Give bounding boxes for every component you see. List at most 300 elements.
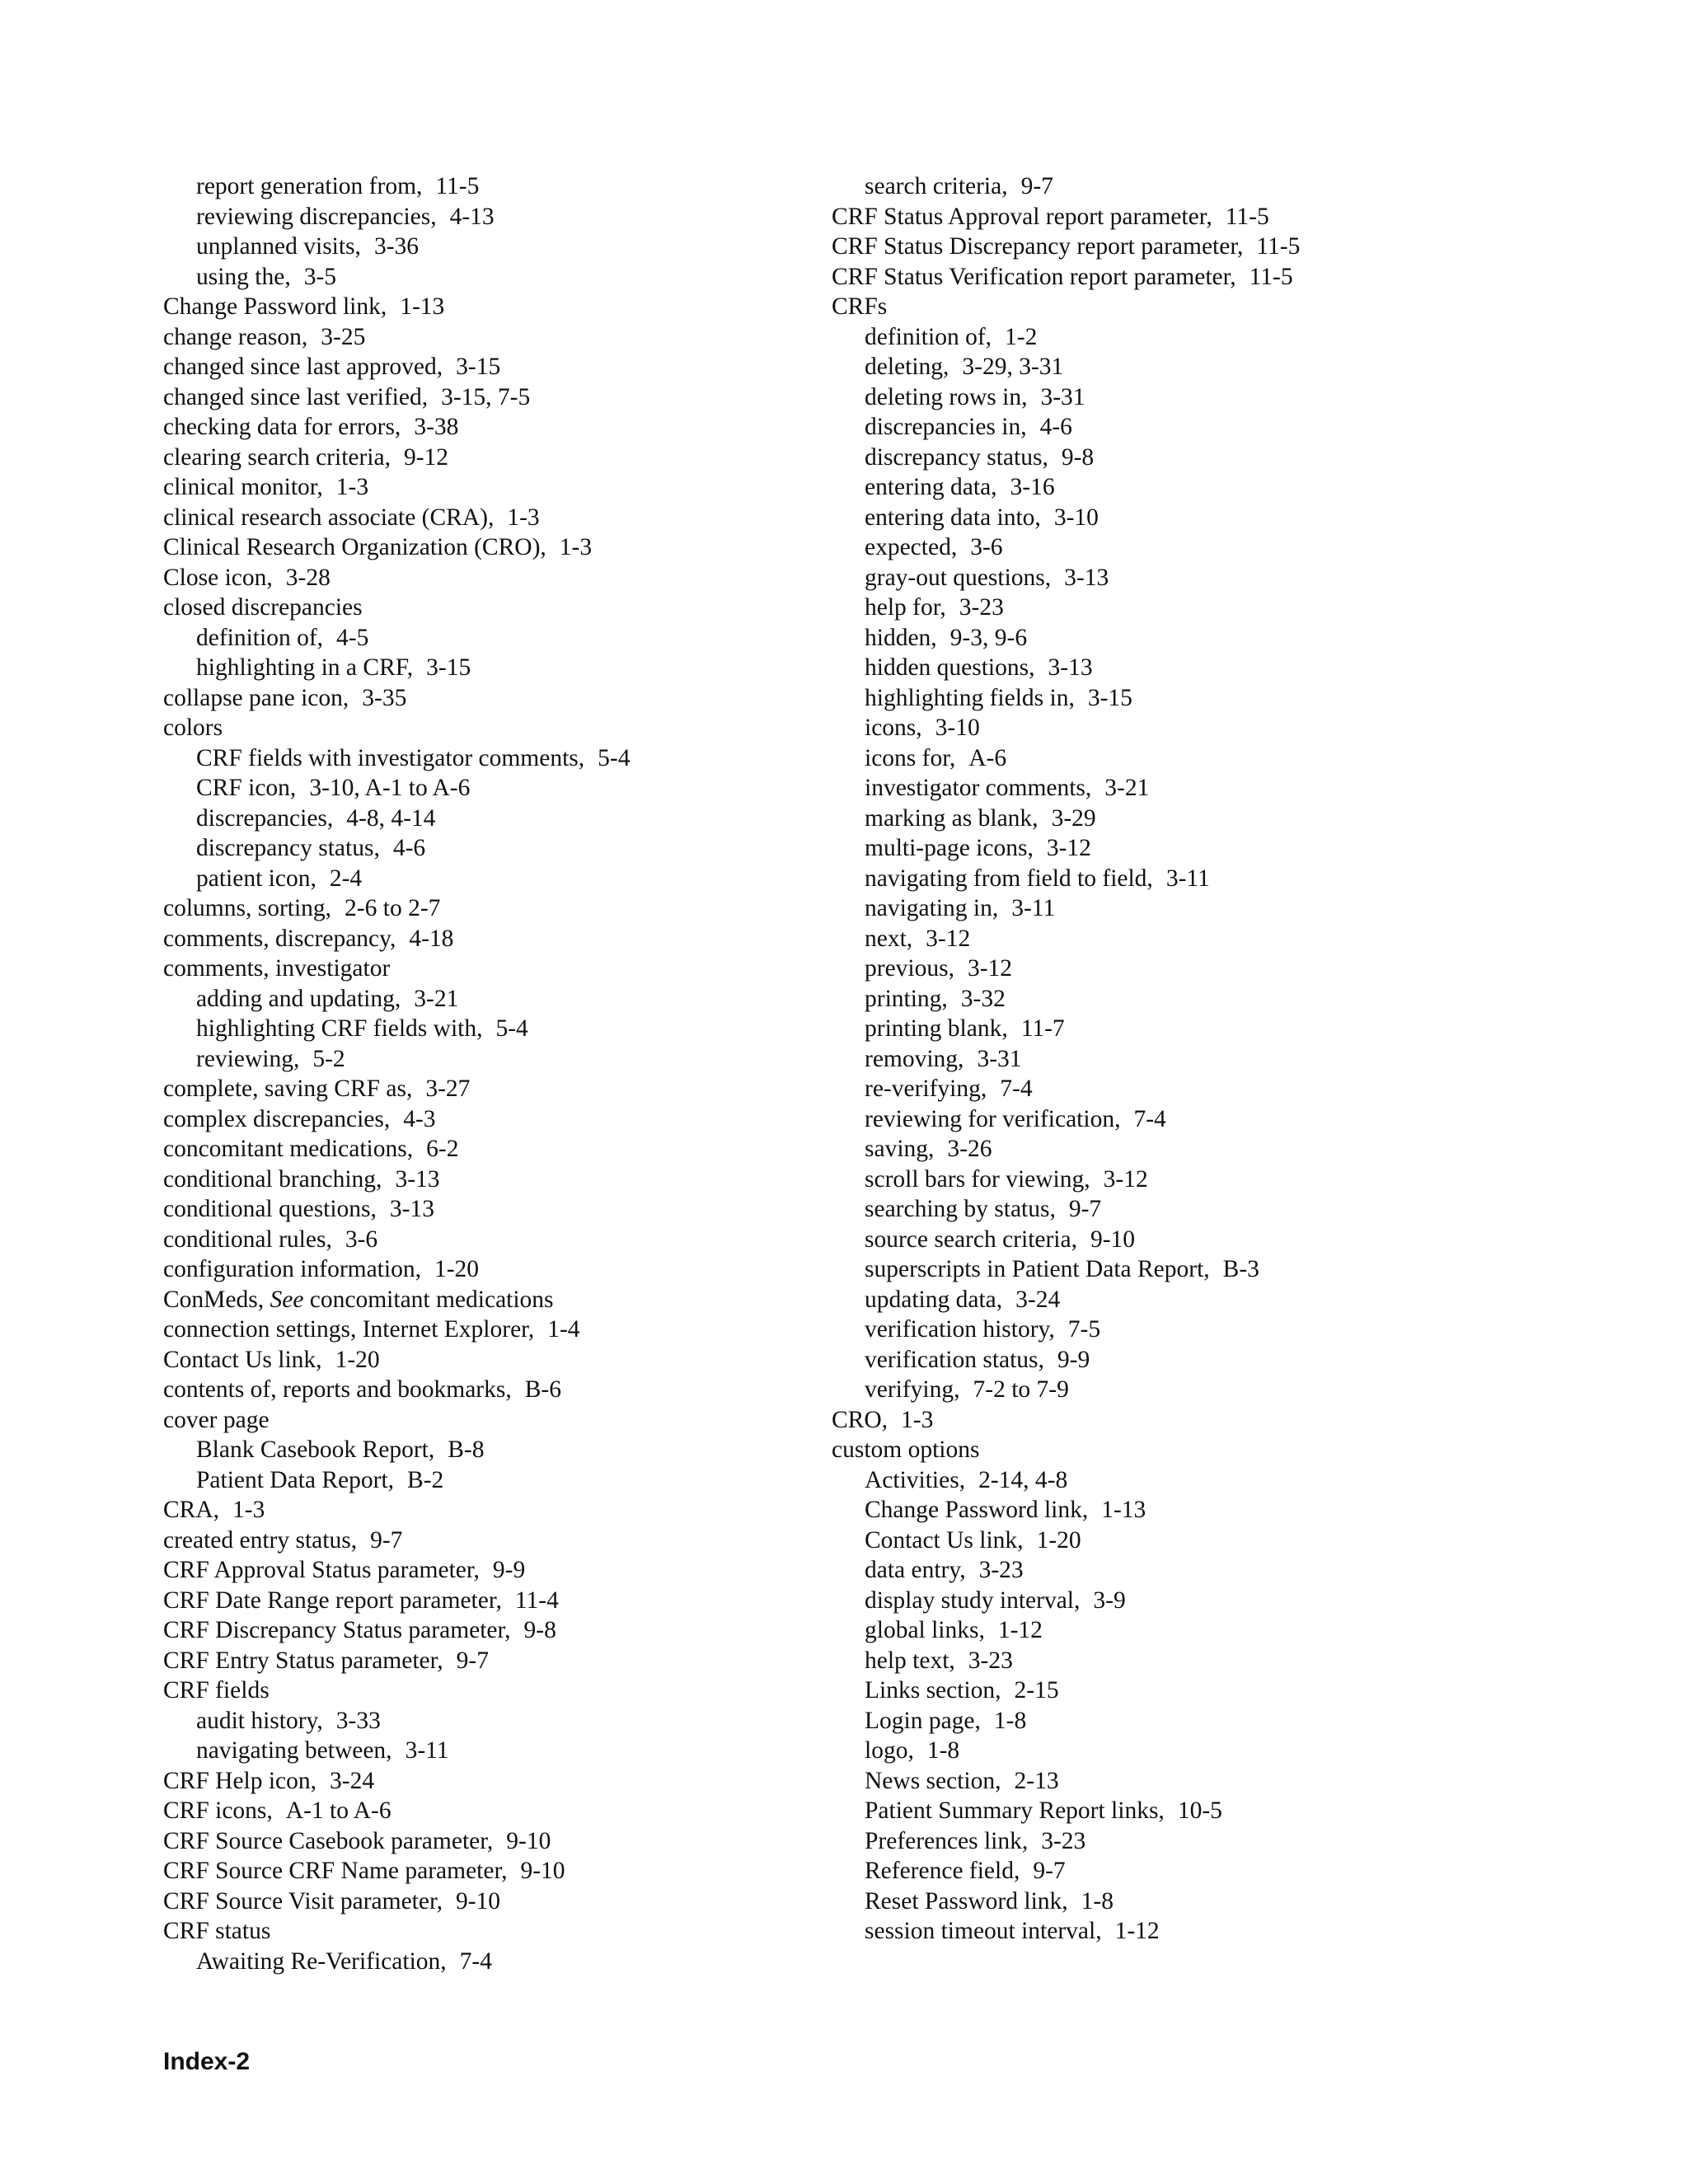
index-subentry (832, 322, 1540, 353)
index-subentry (832, 1285, 1540, 1315)
page-reference: 1-12 (1114, 1918, 1160, 1944)
index-entry (832, 1405, 1540, 1436)
index-term: definition of, (196, 624, 324, 651)
page-reference: 3-23 (959, 594, 1004, 621)
page-reference: 5-4 (495, 1015, 528, 1042)
index-subentry (832, 1856, 1540, 1886)
page-reference: 3-29 (1051, 804, 1096, 832)
index-term: complete, saving CRF as, (163, 1076, 413, 1102)
index-term: Links section, (865, 1677, 1001, 1704)
index-entry (163, 352, 872, 382)
page-reference: 6-2 (426, 1136, 459, 1162)
index-term: columns, sorting, (163, 895, 332, 921)
page-reference: 4-13 (449, 203, 495, 230)
index-term: change reason, (163, 323, 308, 350)
index-term: Blank Casebook Report, (196, 1436, 435, 1463)
index-term: CRF Entry Status parameter, (163, 1647, 443, 1674)
page-reference: 1-3 (232, 1497, 265, 1523)
index-subentry (163, 1736, 872, 1766)
page-number: Index-2 (163, 2048, 251, 2075)
index-term: CRF Status Verification report parameter, (832, 263, 1236, 290)
page-reference: 3-29, 3-31 (962, 354, 1064, 380)
index-term: navigating between, (196, 1737, 392, 1764)
index-entry (163, 1856, 872, 1886)
index-subentry (832, 743, 1540, 774)
index-term: unplanned visits, (196, 233, 361, 260)
index-entry (832, 232, 1540, 262)
page-reference: 2-15 (1014, 1677, 1059, 1704)
page-reference: 5-2 (312, 1045, 345, 1072)
index-subentry (832, 683, 1540, 714)
index-subentry (832, 1586, 1540, 1616)
page-reference: 4-6 (392, 835, 426, 861)
index-term: updating data, (865, 1286, 1003, 1313)
index-entry (832, 202, 1540, 232)
index-subentry (163, 202, 872, 232)
index-term: CRF Status Discrepancy report parameter, (832, 233, 1244, 260)
index-entry (163, 1315, 872, 1345)
index-term: News section, (865, 1767, 1001, 1794)
page-reference: 9-10 (520, 1858, 565, 1884)
index-subentry (832, 804, 1540, 834)
index-entry (163, 1766, 872, 1797)
index-subentry (832, 472, 1540, 503)
index-subentry (832, 1826, 1540, 1857)
page-reference: 3-13 (1048, 654, 1093, 681)
page-reference: 3-36 (373, 233, 420, 260)
index-term: Patient Summary Report links, (865, 1797, 1165, 1824)
page-reference: 3-23 (1041, 1827, 1086, 1854)
page-reference: 1-20 (1036, 1526, 1081, 1554)
index-subentry (832, 1194, 1540, 1225)
index-entry (163, 1104, 872, 1135)
index-subentry (163, 1435, 872, 1465)
page-reference: 3-6 (970, 534, 1003, 560)
index-term: saving, (865, 1136, 935, 1162)
index-subentry (832, 1345, 1540, 1376)
page-reference: 3-31 (977, 1045, 1022, 1072)
index-column-right (832, 171, 1540, 1947)
index-term: CRF icon, (196, 775, 297, 801)
page-reference: 1-8 (993, 1707, 1027, 1734)
index-term: discrepancy status, (196, 835, 380, 861)
index-term: logo, (865, 1737, 914, 1764)
page-reference: 3-5 (303, 263, 337, 290)
page-reference: 3-9 (1093, 1586, 1126, 1614)
page-reference: 5-4 (598, 744, 631, 771)
index-term: custom options (832, 1436, 980, 1463)
index-entry (163, 1165, 872, 1195)
page-reference: 9-8 (523, 1617, 556, 1643)
index-entry (163, 1646, 872, 1676)
page-reference: 4-6 (1039, 414, 1072, 440)
page-reference: 3-15 (456, 354, 501, 380)
index-term: conditional questions, (163, 1196, 377, 1222)
index-term: report generation from, (196, 173, 423, 199)
page-reference: 1-3 (507, 504, 540, 531)
index-term: definition of, (865, 323, 992, 350)
index-term: checking data for errors, (163, 414, 401, 440)
index-term: help text, (865, 1647, 955, 1674)
index-entry (163, 683, 872, 714)
page-reference: 1-8 (926, 1737, 960, 1764)
index-term: complex discrepancies, (163, 1105, 391, 1132)
index-subentry (163, 1465, 872, 1496)
page-reference: 3-23 (978, 1557, 1024, 1583)
index-term: scroll bars for viewing, (865, 1165, 1090, 1193)
index-term: verification status, (865, 1346, 1044, 1373)
index-subentry (832, 1465, 1540, 1496)
index-term: Contact Us link, (865, 1526, 1024, 1554)
index-term: clinical research associate (CRA), (163, 504, 495, 531)
index-entry (163, 1916, 872, 1947)
index-term: CRF Status Approval report parameter, (832, 203, 1212, 230)
page-reference: 3-35 (362, 684, 407, 711)
page-reference: 11-5 (1256, 233, 1301, 260)
page-reference: 3-12 (967, 955, 1013, 982)
index-entry (832, 292, 1540, 322)
see-reference-label: See (270, 1286, 304, 1313)
index-term: marking as blank, (865, 804, 1039, 832)
page-reference: 3-28 (285, 564, 331, 591)
index-term: deleting rows in, (865, 383, 1028, 410)
index-term: collapse pane icon, (163, 684, 349, 711)
index-term: CRA, (163, 1497, 220, 1523)
index-term: using the, (196, 263, 291, 290)
index-term: entering data, (865, 474, 997, 500)
index-term: reviewing for verification, (865, 1105, 1121, 1132)
index-subentry (832, 623, 1540, 654)
index-term: icons, (865, 715, 922, 741)
index-term: Preferences link, (865, 1827, 1029, 1854)
index-subentry (832, 563, 1540, 593)
index-entry (163, 1074, 872, 1104)
index-entry (163, 954, 872, 984)
index-term: discrepancies, (196, 804, 334, 832)
index-term: highlighting in a CRF, (196, 654, 414, 681)
index-entry (163, 924, 872, 954)
page-reference: 9-10 (1090, 1226, 1136, 1253)
index-term: comments, investigator (163, 955, 391, 982)
index-subentry (832, 593, 1540, 623)
page-reference: B-2 (407, 1466, 444, 1493)
index-term: superscripts in Patient Data Report, (865, 1256, 1210, 1282)
index-subentry (163, 1947, 872, 1977)
page-reference: 1-2 (1005, 323, 1038, 350)
page-reference: 3-13 (395, 1165, 440, 1193)
index-term: closed discrepancies (163, 594, 363, 621)
index-term: Close icon, (163, 564, 273, 591)
page-reference: 9-7 (370, 1526, 403, 1554)
index-subentry (832, 1225, 1540, 1255)
index-term: multi-page icons, (865, 835, 1034, 861)
page-reference: 3-16 (1010, 474, 1055, 500)
index-subentry (163, 743, 872, 774)
index-subentry (832, 713, 1540, 743)
index-subentry (832, 382, 1540, 413)
index-subentry (832, 503, 1540, 533)
page-reference: 3-10 (1053, 504, 1099, 531)
index-entry (163, 1375, 872, 1405)
page-reference: 3-32 (960, 985, 1006, 1012)
index-term: created entry status, (163, 1526, 358, 1554)
index-entry (163, 1194, 872, 1225)
index-entry (163, 563, 872, 593)
index-term: configuration information, (163, 1256, 421, 1282)
index-term: CRF Discrepancy Status parameter, (163, 1617, 511, 1643)
index-term: conditional rules, (163, 1226, 332, 1253)
index-entry (163, 893, 872, 924)
index-term: audit history, (196, 1707, 323, 1734)
index-entry (163, 1134, 872, 1165)
index-term: connection settings, Internet Explorer, (163, 1316, 535, 1343)
index-entry (163, 1555, 872, 1586)
index-term: clearing search criteria, (163, 443, 391, 471)
index-term: CRF icons, (163, 1797, 273, 1824)
page-reference: 3-26 (947, 1136, 992, 1162)
page-reference: B-6 (524, 1376, 561, 1403)
index-entry (163, 1345, 872, 1376)
index-term: navigating from field to field, (865, 865, 1153, 892)
index-term: contents of, reports and bookmarks, (163, 1376, 512, 1403)
index-subentry (832, 954, 1540, 984)
index-subentry (832, 171, 1540, 202)
index-entry (163, 1796, 872, 1826)
index-entry (163, 1225, 872, 1255)
index-term: Activities, (865, 1466, 966, 1493)
index-term: deleting, (865, 354, 950, 380)
index-subentry (832, 1916, 1540, 1947)
page-reference: 3-11 (1165, 865, 1210, 892)
index-subentry (832, 984, 1540, 1015)
index-subentry (163, 171, 872, 202)
index-subentry (832, 893, 1540, 924)
page-reference: B-3 (1222, 1256, 1259, 1282)
index-term: gray-out questions, (865, 564, 1052, 591)
page-reference: 3-23 (968, 1647, 1013, 1674)
index-entry (163, 713, 872, 743)
index-subentry (163, 1044, 872, 1075)
page-reference: 9-8 (1061, 443, 1095, 471)
index-subentry (163, 653, 872, 683)
index-term: entering data into, (865, 504, 1041, 531)
page-reference: 11-5 (1249, 263, 1293, 290)
index-term: cover page (163, 1406, 270, 1433)
index-subentry (163, 262, 872, 293)
page-reference: B-8 (448, 1436, 485, 1463)
page-reference: 7-4 (1000, 1076, 1033, 1102)
page-reference: 3-6 (345, 1226, 378, 1253)
page-reference: 1-20 (335, 1346, 380, 1373)
page-reference: 9-9 (492, 1557, 526, 1583)
page-reference: 3-12 (1103, 1165, 1148, 1193)
index-subentry (832, 1014, 1540, 1044)
page-reference: 11-4 (514, 1586, 559, 1614)
page-reference: 1-3 (335, 474, 369, 500)
index-subentry (163, 984, 872, 1015)
page-reference: 9-10 (506, 1827, 551, 1854)
index-subentry (832, 352, 1540, 382)
page-reference: 4-3 (403, 1105, 436, 1132)
index-subentry (832, 1555, 1540, 1586)
index-term: Reset Password link, (865, 1887, 1068, 1915)
index-term: changed since last approved, (163, 354, 443, 380)
index-term: display study interval, (865, 1586, 1081, 1614)
page-reference: 3-12 (926, 925, 971, 952)
page-reference: 3-33 (335, 1707, 381, 1734)
index-subentry (832, 1766, 1540, 1797)
index-entry (832, 262, 1540, 293)
index-term: CRF Date Range report parameter, (163, 1586, 502, 1614)
index-subentry (832, 1646, 1540, 1676)
page-reference: 1-3 (559, 534, 593, 560)
page-reference: 9-12 (403, 443, 449, 471)
index-term: adding and updating, (196, 985, 401, 1012)
index-entry (163, 1285, 872, 1315)
index-subentry (832, 1615, 1540, 1646)
index-subentry (163, 773, 872, 804)
page-reference: 2-6 to 2-7 (345, 895, 441, 921)
page-reference: 2-14, 4-8 (978, 1466, 1068, 1493)
page-reference: 7-4 (459, 1947, 492, 1975)
index-subentry (832, 1886, 1540, 1917)
index-entry (832, 1435, 1540, 1465)
index-term: data entry, (865, 1557, 966, 1583)
index-term: Patient Data Report, (196, 1466, 395, 1493)
index-subentry (832, 1104, 1540, 1135)
index-entry (163, 1675, 872, 1706)
index-entry (163, 1586, 872, 1616)
page-reference: 7-2 to 7-9 (973, 1376, 1069, 1403)
index-subentry (832, 443, 1540, 473)
page-reference: 3-13 (389, 1196, 434, 1222)
index-term: Login page, (865, 1707, 981, 1734)
index-term: Change Password link, (163, 293, 387, 320)
page-reference: 3-27 (425, 1076, 471, 1102)
page-reference: 3-24 (330, 1767, 375, 1794)
index-term: discrepancy status, (865, 443, 1048, 471)
index-term: CRO, (832, 1406, 889, 1433)
page-reference: 9-10 (455, 1887, 501, 1915)
page-reference: 1-8 (1081, 1887, 1114, 1915)
index-term: expected, (865, 534, 958, 560)
page-reference: 7-4 (1133, 1105, 1166, 1132)
index-entry (163, 1405, 872, 1436)
index-term: colors (163, 715, 223, 741)
index-term: ConMeds, (163, 1286, 265, 1313)
page-reference: 9-7 (1020, 173, 1053, 199)
index-term: discrepancies in, (865, 414, 1027, 440)
index-entry (163, 322, 872, 353)
index-term: verifying, (865, 1376, 960, 1403)
page-reference: 1-4 (547, 1316, 580, 1343)
index-term: CRF Source Casebook parameter, (163, 1827, 494, 1854)
page-reference: 3-31 (1040, 383, 1085, 410)
page-reference: 3-15 (1087, 684, 1132, 711)
index-subentry (832, 1796, 1540, 1826)
index-term: highlighting CRF fields with, (196, 1015, 483, 1042)
page-reference: 3-13 (1064, 564, 1109, 591)
page-reference: 3-38 (414, 414, 459, 440)
index-entry (163, 1526, 872, 1556)
page-reference: 9-3, 9-6 (950, 624, 1028, 651)
index-subentry (163, 804, 872, 834)
index-term: icons for, (865, 744, 956, 771)
page-reference: 3-11 (1011, 895, 1056, 921)
page-reference: 9-7 (1033, 1858, 1066, 1884)
index-term: hidden, (865, 624, 937, 651)
index-subentry (832, 1165, 1540, 1195)
index-term: CRF fields (163, 1677, 270, 1704)
index-term: Contact Us link, (163, 1346, 322, 1373)
page-reference: 9-7 (1068, 1196, 1102, 1222)
index-entry (163, 503, 872, 533)
page-reference: 3-15 (426, 654, 471, 681)
index-term: searching by status, (865, 1196, 1056, 1222)
index-term: concomitant medications, (163, 1136, 414, 1162)
page-reference: 11-5 (435, 173, 480, 199)
index-subentry (163, 1706, 872, 1736)
page-reference: 3-10, A-1 to A-6 (309, 775, 471, 801)
page-reference: 1-20 (434, 1256, 480, 1282)
index-subentry (163, 623, 872, 654)
page-reference: 11-5 (1225, 203, 1269, 230)
page-reference: 4-8, 4-14 (346, 804, 436, 832)
index-term: global links, (865, 1617, 985, 1643)
index-term: re-verifying, (865, 1076, 987, 1102)
page-reference: 1-13 (1101, 1497, 1146, 1523)
index-term: CRF Source CRF Name parameter, (163, 1858, 508, 1884)
index-subentry (163, 864, 872, 894)
index-term: conditional branching, (163, 1165, 382, 1193)
page-reference: 11-7 (1020, 1015, 1065, 1042)
index-entry (163, 1886, 872, 1917)
index-term: comments, discrepancy, (163, 925, 396, 952)
page-reference: 1-3 (901, 1406, 934, 1433)
index-subentry (832, 1375, 1540, 1405)
page-reference: 10-5 (1177, 1797, 1222, 1824)
page-reference: 3-11 (405, 1737, 449, 1764)
index-subentry (832, 653, 1540, 683)
index-subentry (832, 833, 1540, 864)
index-subentry (832, 864, 1540, 894)
index-term: highlighting fields in, (865, 684, 1075, 711)
see-reference-target: concomitant medications (309, 1286, 554, 1313)
index-term: source search criteria, (865, 1226, 1077, 1253)
index-subentry (832, 1134, 1540, 1165)
index-term: navigating in, (865, 895, 999, 921)
index-term: session timeout interval, (865, 1918, 1102, 1944)
index-entry (163, 1495, 872, 1526)
page-reference: 9-7 (456, 1647, 489, 1674)
index-entry (163, 412, 872, 443)
page-reference: 2-13 (1014, 1767, 1059, 1794)
index-term: help for, (865, 594, 946, 621)
index-entry (163, 1254, 872, 1285)
index-term: reviewing discrepancies, (196, 203, 437, 230)
page-reference: 2-4 (329, 865, 363, 892)
page-reference: 1-13 (400, 293, 445, 320)
index-subentry (832, 1254, 1540, 1285)
index-term: Clinical Research Organization (CRO), (163, 534, 546, 560)
index-term: reviewing, (196, 1045, 300, 1072)
index-term: clinical monitor, (163, 474, 323, 500)
page-reference: 3-12 (1046, 835, 1091, 861)
index-term: Change Password link, (865, 1497, 1089, 1523)
index-term: search criteria, (865, 173, 1008, 199)
index-term: CRF fields with investigator comments, (196, 744, 585, 771)
page-reference: 1-12 (997, 1617, 1043, 1643)
